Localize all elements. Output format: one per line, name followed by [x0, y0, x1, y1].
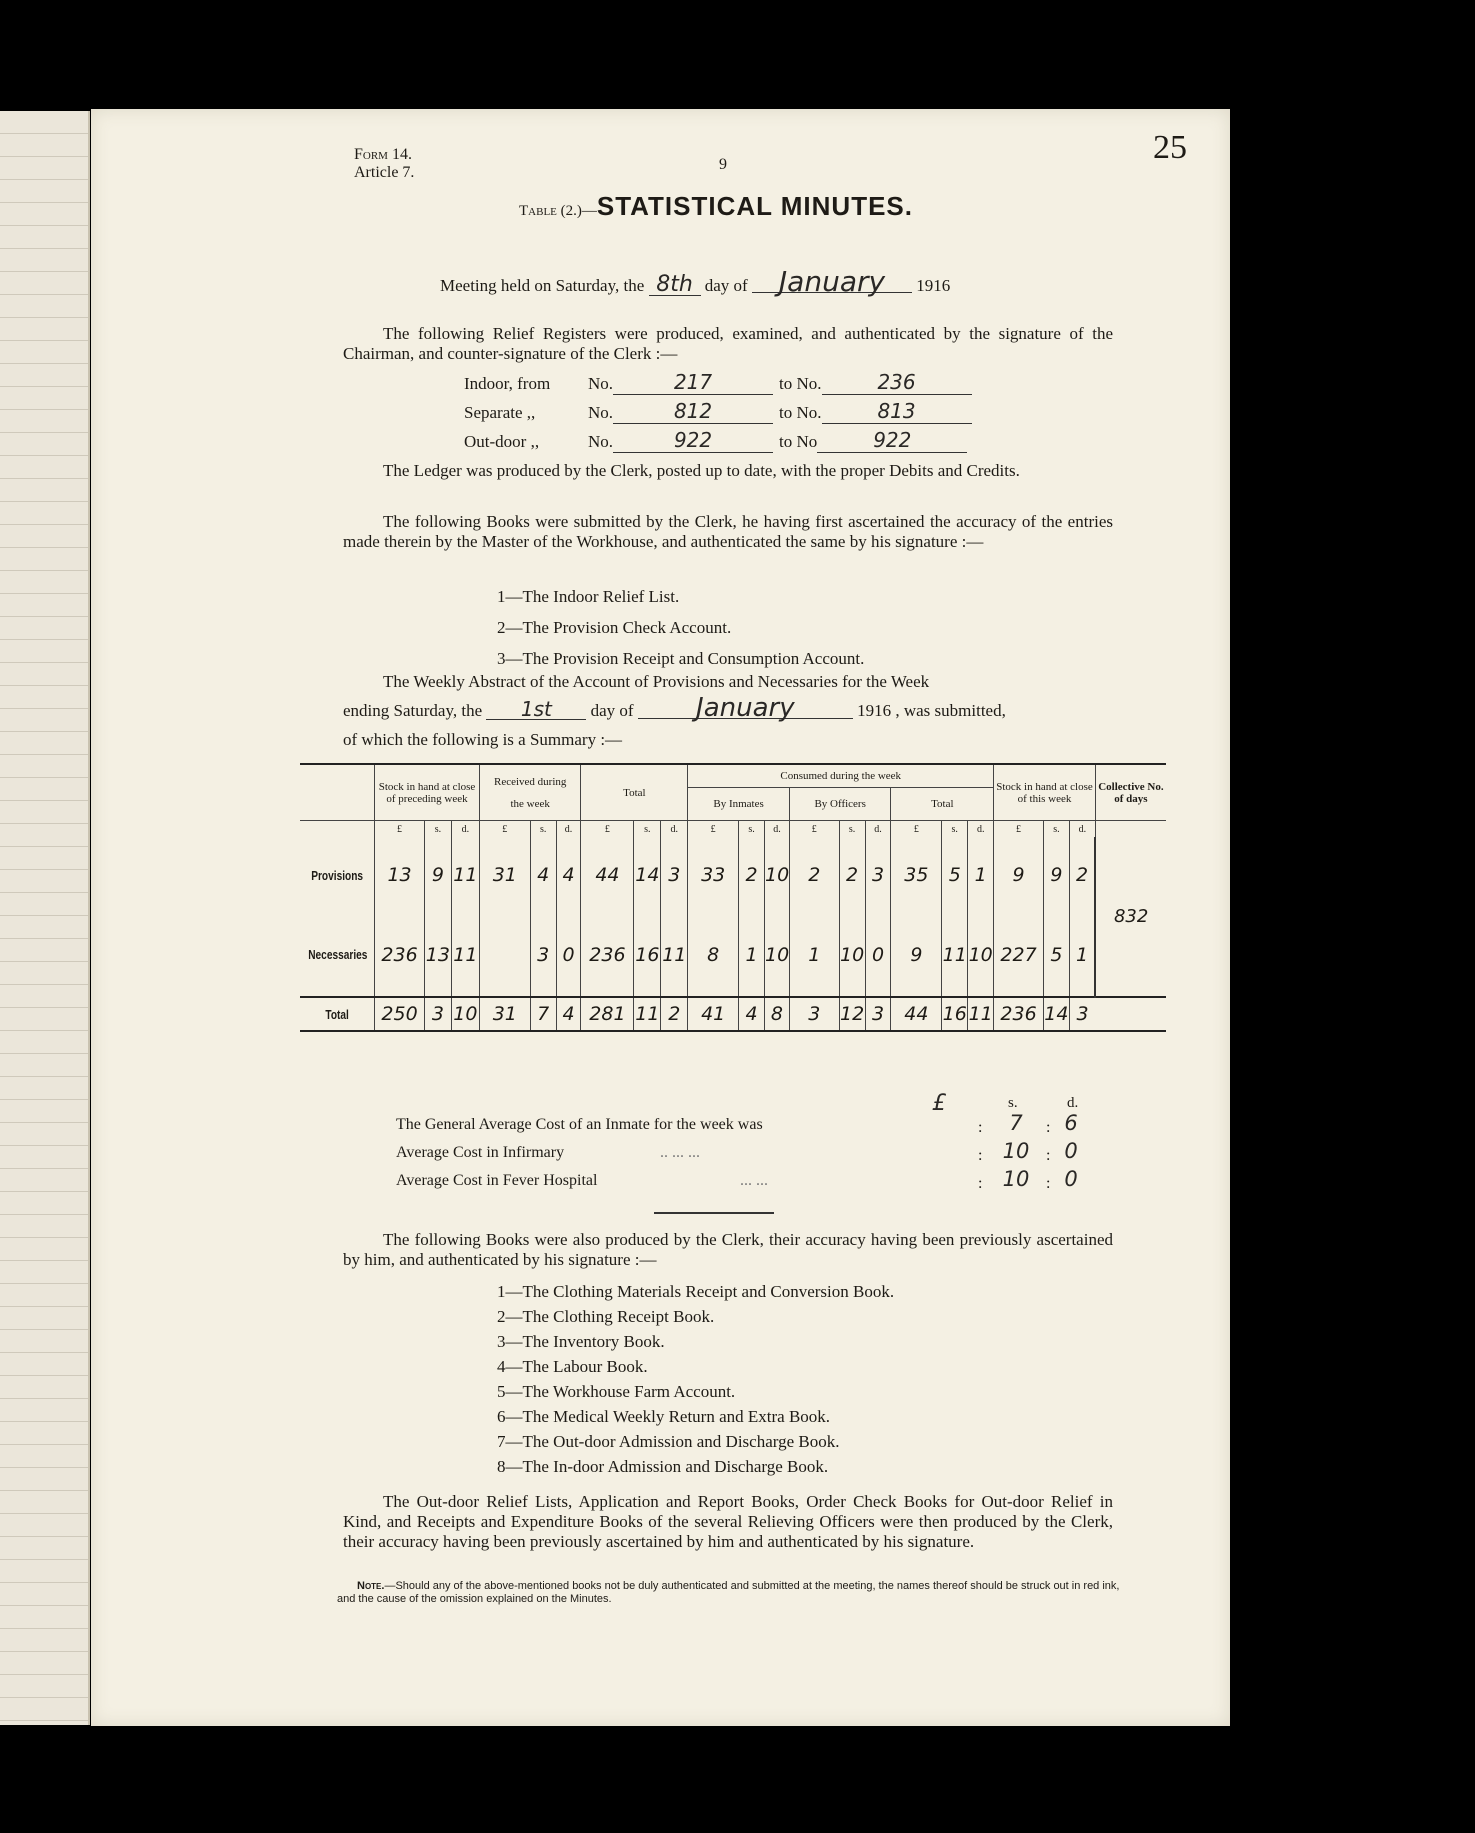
- weekly-month: January: [638, 698, 853, 719]
- avg-row-general: [396, 1116, 763, 1134]
- book-item: 2—The Provision Check Account.: [497, 618, 732, 637]
- cell: 236: [375, 913, 425, 997]
- cell: 35: [891, 837, 942, 913]
- avg-d-header: d.: [1067, 1095, 1079, 1111]
- cell: 31: [479, 997, 530, 1031]
- page-number: 25: [1153, 129, 1187, 166]
- book-item: 8—The In-door Admission and Discharge Book.: [497, 1457, 829, 1476]
- cell: 236: [994, 997, 1044, 1031]
- unit-shilling: s.: [634, 821, 661, 838]
- register-label: Out-door ,,: [464, 432, 540, 451]
- cell: 11: [451, 837, 479, 913]
- register-indoor: [464, 370, 972, 395]
- book-item: 5—The Workhouse Farm Account.: [497, 1382, 736, 1401]
- weekly-line1: The Weekly Abstract of the Account of Provisions and Necessaries for the Week: [383, 672, 930, 691]
- register-label: Separate ,,: [464, 403, 536, 422]
- weekly-line2: [343, 693, 1006, 723]
- unit-row: [300, 821, 1166, 838]
- meeting-of: day of: [704, 276, 748, 295]
- register-to-label: to No.: [779, 374, 822, 393]
- avg-dots: ... ...: [740, 1172, 768, 1189]
- cell: 5: [942, 837, 968, 913]
- cell: 16: [634, 913, 661, 997]
- unit-pence: d.: [451, 821, 479, 838]
- register-to: 922: [817, 428, 967, 453]
- avg-s-value: 10: [1002, 1167, 1030, 1191]
- header-collective: Collective No. of days: [1095, 764, 1166, 821]
- weekly-year: 1916: [857, 701, 892, 720]
- unit-shilling: s.: [839, 821, 865, 838]
- unit-pence: d.: [968, 821, 994, 838]
- avg-s-value: 10: [1002, 1139, 1030, 1163]
- row-label-provisions: Provisions: [311, 867, 364, 883]
- cell: 31: [479, 837, 530, 913]
- note-text: —Should any of the above-mentioned books not be duly authenticated and submitted at the meeting, the names thereof should be struck out in red ink, and the cause of the omission explained on the Minutes.: [337, 1580, 1120, 1605]
- header-by-inmates: By Inmates: [688, 788, 790, 821]
- meeting-year: 1916: [916, 276, 951, 295]
- register-to-label: to No: [779, 432, 818, 451]
- cell: 9: [1043, 837, 1069, 913]
- cell: 16: [942, 997, 968, 1031]
- cell: 10: [765, 913, 790, 997]
- header-stock-prev: Stock in hand at close of preceding week: [375, 764, 480, 821]
- avg-s-value: 7: [1009, 1111, 1023, 1135]
- avg-label: Average Cost in Fever Hospital: [396, 1172, 598, 1189]
- cell: 3: [1069, 997, 1095, 1031]
- cell: 250: [375, 997, 425, 1031]
- divider: [654, 1212, 774, 1214]
- register-to: 236: [822, 370, 972, 395]
- unit-pence: d.: [556, 821, 581, 838]
- ledger-paragraph: The Ledger was produced by the Clerk, posted up to date, with the proper Debits and Credits.: [383, 461, 1020, 480]
- cell: 2: [839, 837, 865, 913]
- avg-colons-2: : : :: [1046, 1119, 1051, 1192]
- form-reference: [354, 146, 414, 182]
- meeting-prefix: Meeting held on Saturday, the: [440, 276, 645, 295]
- cell: 9: [891, 913, 942, 997]
- cell: 10: [968, 913, 994, 997]
- avg-label: Average Cost in Infirmary: [396, 1144, 565, 1161]
- avg-d-values: [1056, 1109, 1086, 1193]
- header-received: [479, 764, 581, 821]
- cell: 4: [739, 997, 765, 1031]
- cell: 1: [739, 913, 765, 997]
- cell: 3: [789, 997, 839, 1031]
- header-stock-close: Stock in hand at close of this week: [994, 764, 1096, 821]
- header-consumed: Consumed during the week: [688, 764, 994, 788]
- cell: 4: [530, 837, 556, 913]
- cell: 10: [765, 837, 790, 913]
- note-label: Note.: [357, 1580, 385, 1592]
- register-no: No.: [588, 403, 614, 422]
- cell: 11: [451, 913, 479, 997]
- header-cons-total: Total: [891, 788, 994, 821]
- cell: 33: [688, 837, 739, 913]
- book-item: 6—The Medical Weekly Return and Extra Book.: [497, 1407, 831, 1426]
- unit-shilling: s.: [942, 821, 968, 838]
- cell: 2: [789, 837, 839, 913]
- cell: 1: [1069, 913, 1095, 997]
- unit-pence: d.: [765, 821, 790, 838]
- register-no: No.: [588, 374, 614, 393]
- unit-pound: £: [688, 821, 739, 838]
- register-separate: [464, 399, 972, 424]
- book-item: 3—The Provision Receipt and Consumption Account.: [497, 649, 865, 668]
- register-from: 812: [613, 399, 773, 424]
- footnote: [337, 1580, 1127, 1606]
- unit-pound: £: [994, 821, 1044, 838]
- cell: 11: [942, 913, 968, 997]
- facing-page-edge: [0, 111, 90, 1725]
- books-list: [497, 581, 864, 674]
- register-to-label: to No.: [779, 403, 822, 422]
- cell: [479, 913, 530, 997]
- avg-pound-symbol: £: [932, 1091, 946, 1116]
- cell: 5: [1043, 913, 1069, 997]
- unit-shilling: s.: [424, 821, 451, 838]
- cell: 8: [765, 997, 790, 1031]
- unit-pound: £: [789, 821, 839, 838]
- cell: 3: [530, 913, 556, 997]
- cell: 13: [424, 913, 451, 997]
- register-no: No.: [588, 432, 614, 451]
- avg-d-value: 6: [1064, 1111, 1078, 1135]
- cell: 227: [994, 913, 1044, 997]
- cell: 0: [865, 913, 891, 997]
- collective-days: 832: [1095, 837, 1166, 997]
- register-outdoor: [464, 428, 967, 453]
- cell: 11: [634, 997, 661, 1031]
- also-books-list: [497, 1279, 894, 1479]
- table-label: Table (2.)—: [519, 203, 597, 219]
- register-from: 217: [613, 370, 773, 395]
- cell: 11: [968, 997, 994, 1031]
- avg-s-values: [996, 1109, 1036, 1193]
- weekly-submitted: , was submitted,: [895, 701, 1006, 720]
- cell: 3: [661, 837, 688, 913]
- cell: 11: [661, 913, 688, 997]
- avg-dots: .. ... ...: [660, 1144, 700, 1161]
- row-label-total: Total: [308, 997, 366, 1031]
- avg-label: The General Average Cost of an Inmate for the week was: [396, 1116, 763, 1133]
- avg-row-fever: [396, 1172, 768, 1190]
- avg-d-value: 0: [1064, 1167, 1078, 1191]
- cell: 13: [375, 837, 425, 913]
- meeting-month: January: [752, 272, 912, 293]
- unit-shilling: s.: [530, 821, 556, 838]
- unit-pound: £: [375, 821, 425, 838]
- book-item: 1—The Clothing Materials Receipt and Conversion Book.: [497, 1282, 895, 1301]
- cell: 4: [556, 997, 581, 1031]
- cell: 3: [865, 837, 891, 913]
- unit-pence: d.: [1069, 821, 1095, 838]
- cell: 3: [424, 997, 451, 1031]
- relief-intro: The following Relief Registers were produced, examined, and authenticated by the signature of the Chairman, and counter-signature of the Clerk :—: [343, 324, 1113, 363]
- weekly-day: 1st: [486, 699, 586, 720]
- cell: 1: [968, 837, 994, 913]
- unit-shilling: s.: [739, 821, 765, 838]
- book-item: 1—The Indoor Relief List.: [497, 587, 680, 606]
- title-text: STATISTICAL MINUTES.: [596, 191, 913, 221]
- unit-shilling: s.: [1043, 821, 1069, 838]
- center-page-number: 9: [719, 156, 727, 173]
- outdoor-paragraph: The Out-door Relief Lists, Application and Report Books, Order Check Books for Out-door Relief in Kind, and Receipts and Expenditure Books of the several Relieving Officers were then produced by the Clerk, their accuracy having been previously ascertained by him and authenticated by his signature.: [343, 1492, 1113, 1551]
- weekly-day-of: day of: [590, 701, 634, 720]
- row-label-necessaries: Necessaries: [308, 947, 368, 962]
- table-row-necessaries: [300, 913, 1166, 997]
- cell: 44: [891, 997, 942, 1031]
- also-intro: The following Books were also produced by the Clerk, their accuracy having been previously ascertained by him, and authenticated by his signature :—: [343, 1230, 1113, 1269]
- avg-colons: : : :: [978, 1119, 983, 1192]
- avg-s-header: s.: [1008, 1095, 1018, 1111]
- avg-d-value: 0: [1064, 1139, 1078, 1163]
- article-number: Article 7.: [354, 164, 415, 181]
- unit-pound: £: [479, 821, 530, 838]
- register-label: Indoor, from: [464, 374, 551, 393]
- book-item: 3—The Inventory Book.: [497, 1332, 665, 1351]
- meeting-line: [440, 265, 951, 298]
- page-title: [391, 191, 1041, 222]
- cell: 12: [839, 997, 865, 1031]
- header-total: Total: [581, 764, 688, 821]
- summary-header-row: [300, 764, 1166, 788]
- meeting-day: 8th: [649, 275, 701, 296]
- cell: 2: [739, 837, 765, 913]
- weekly-ending: ending Saturday, the: [343, 701, 483, 720]
- register-from: 922: [613, 428, 773, 453]
- cell: 9: [424, 837, 451, 913]
- cell: 236: [581, 913, 634, 997]
- cell: 4: [556, 837, 581, 913]
- cell: 10: [451, 997, 479, 1031]
- unit-pound: £: [581, 821, 634, 838]
- weekly-line3: of which the following is a Summary :—: [343, 730, 623, 749]
- cell: 7: [530, 997, 556, 1031]
- unit-pound: £: [891, 821, 942, 838]
- cell: 1: [789, 913, 839, 997]
- cell: 44: [581, 837, 634, 913]
- cell: 0: [556, 913, 581, 997]
- header-by-officers: By Officers: [789, 788, 891, 821]
- cell: 9: [994, 837, 1044, 913]
- cell: 2: [1069, 837, 1095, 913]
- unit-pence: d.: [865, 821, 891, 838]
- register-to: 813: [822, 399, 972, 424]
- cell: 14: [1043, 997, 1069, 1031]
- cell: 8: [688, 913, 739, 997]
- avg-row-infirmary: [396, 1144, 700, 1162]
- cell: 3: [865, 997, 891, 1031]
- book-item: 7—The Out-door Admission and Discharge Book.: [497, 1432, 840, 1451]
- table-row-provisions: [300, 837, 1166, 913]
- summary-table: [300, 763, 1166, 1032]
- form-number: Form 14.: [354, 146, 412, 163]
- cell: 41: [688, 997, 739, 1031]
- header-received-1: Received during: [493, 775, 567, 788]
- table-row-total: [300, 997, 1166, 1031]
- cell: 2: [661, 997, 688, 1031]
- unit-pence: d.: [661, 821, 688, 838]
- form-page: [91, 109, 1230, 1726]
- cell: 281: [581, 997, 634, 1031]
- books-intro: The following Books were submitted by the Clerk, he having first ascertained the accuracy of the entries made therein by the Master of the Workhouse, and authenticated the same by his signature :—: [343, 512, 1113, 551]
- cell: 10: [839, 913, 865, 997]
- book-item: 2—The Clothing Receipt Book.: [497, 1307, 715, 1326]
- cell: 14: [634, 837, 661, 913]
- book-item: 4—The Labour Book.: [497, 1357, 648, 1376]
- header-received-2: the week: [510, 797, 550, 810]
